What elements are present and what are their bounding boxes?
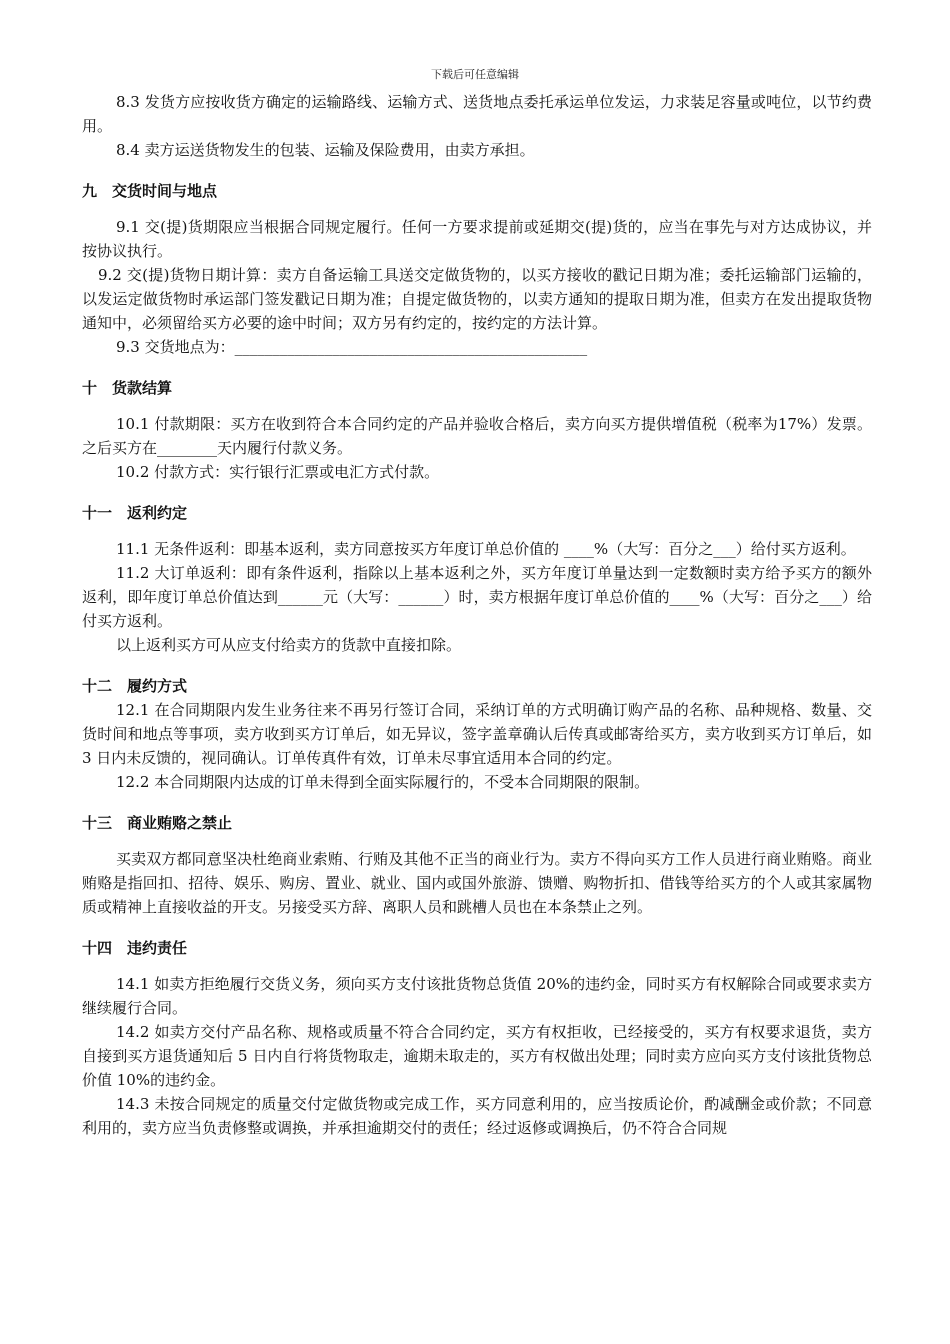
clause-14-2: 14.2 如卖方交付产品名称、规格或质量不符合合同约定，买方有权拒收，已经接受的，买方有权要求退货，卖方自接到买方退货通知后 5 日内自行将货物取走，逾期未取走的，买方有权做出处理；同时卖方应向买方支付该批货物总价值 10%的违约金。 xyxy=(82,1023,872,1089)
clause-11-2: 11.2 大订单返利：即有条件返利，指除以上基本返利之外，买方年度订单量达到一定数额时卖方给予买方的额外返利，即年度订单总价值达到______元（大写：______）时，卖方根据年度订单总价值的____%（大写：百分之___）给付买方返利。 xyxy=(82,564,872,630)
clause-11-note: 以上返利买方可从应支付给卖方的货款中直接扣除。 xyxy=(116,636,462,654)
clause-9-1: 9.1 交(提)货期限应当根据合同规定履行。任何一方要求提前或延期交(提)货的，应当在事先与对方达成协议，并按协议执行。 xyxy=(82,218,872,260)
page-header: 下载后可任意编辑 xyxy=(431,68,519,81)
clause-14-3: 14.3 未按合同规定的质量交付定做货物或完成工作，买方同意利用的，应当按质论价，酌减酬金或价款；不同意利用的，卖方应当负责修整或调换，并承担逾期交付的责任；经过返修或调换后，仍不符合合同规 xyxy=(82,1095,872,1137)
section-heading-9: 九 交货时间与地点 xyxy=(82,182,218,200)
section-heading-13: 十三 商业贿赂之禁止 xyxy=(82,814,233,832)
section-heading-10: 十 货款结算 xyxy=(82,379,173,397)
document-body xyxy=(82,90,872,1140)
clause-9-3: 9.3 交货地点为：_______________________________________________ xyxy=(116,338,588,356)
clause-8-4: 8.4 卖方运送货物发生的包装、运输及保险费用，由卖方承担。 xyxy=(116,141,535,159)
section-heading-12: 十二 履约方式 xyxy=(82,677,188,695)
section-heading-14: 十四 违约责任 xyxy=(82,939,188,957)
clause-13: 买卖双方都同意坚决杜绝商业索贿、行贿及其他不正当的商业行为。卖方不得向买方工作人员进行商业贿赂。商业贿赂是指回扣、招待、娱乐、购房、置业、就业、国内或国外旅游、馈赠、购物折扣、借钱等给买方的个人或其家属物质或精神上直接收益的开支。另接受买方辞、离职人员和跳槽人员也在本条禁止之列。 xyxy=(82,850,872,916)
clause-12-1: 12.1 在合同期限内发生业务往来不再另行签订合同，采纳订单的方式明确订购产品的名称、品种规格、数量、交货时间和地点等事项，卖方收到买方订单后，如无异议，签字盖章确认后传真或邮寄给买方，卖方收到买方订单后，如 3 日内未反馈的，视同确认。订单传真件有效，订单未尽事宜适用本合同的约定。 xyxy=(82,701,872,767)
section-heading-11: 十一 返利约定 xyxy=(82,504,188,522)
clause-8-3: 8.3 发货方应按收货方确定的运输路线、运输方式、送货地点委托承运单位发运，力求装足容量或吨位，以节约费用。 xyxy=(82,93,872,135)
clause-12-2: 12.2 本合同期限内达成的订单未得到全面实际履行的，不受本合同期限的限制。 xyxy=(116,773,650,791)
clause-9-2: 9.2 交(提)货物日期计算：卖方自备运输工具送交定做货物的，以买方接收的戳记日期为准；委托运输部门运输的，以发运定做货物时承运部门签发戳记日期为准；自提定做货物的，以卖方通知的提取日期为准，但卖方在发出提取货物通知中，必须留给买方必要的途中时间；双方另有约定的，按约定的方法计算。 xyxy=(82,266,872,332)
clause-11-1: 11.1 无条件返利：即基本返利，卖方同意按买方年度订单总价值的 ____%（大写：百分之___）给付买方返利。 xyxy=(116,540,856,558)
clause-14-1: 14.1 如卖方拒绝履行交货义务，须向买方支付该批货物总货值 20%的违约金，同时买方有权解除合同或要求卖方继续履行合同。 xyxy=(82,975,872,1017)
clause-10-2: 10.2 付款方式：实行银行汇票或电汇方式付款。 xyxy=(116,463,440,481)
clause-10-1: 10.1 付款期限：买方在收到符合本合同约定的产品并验收合格后，卖方向买方提供增值税（税率为17%）发票。之后买方在________天内履行付款义务。 xyxy=(82,415,872,457)
